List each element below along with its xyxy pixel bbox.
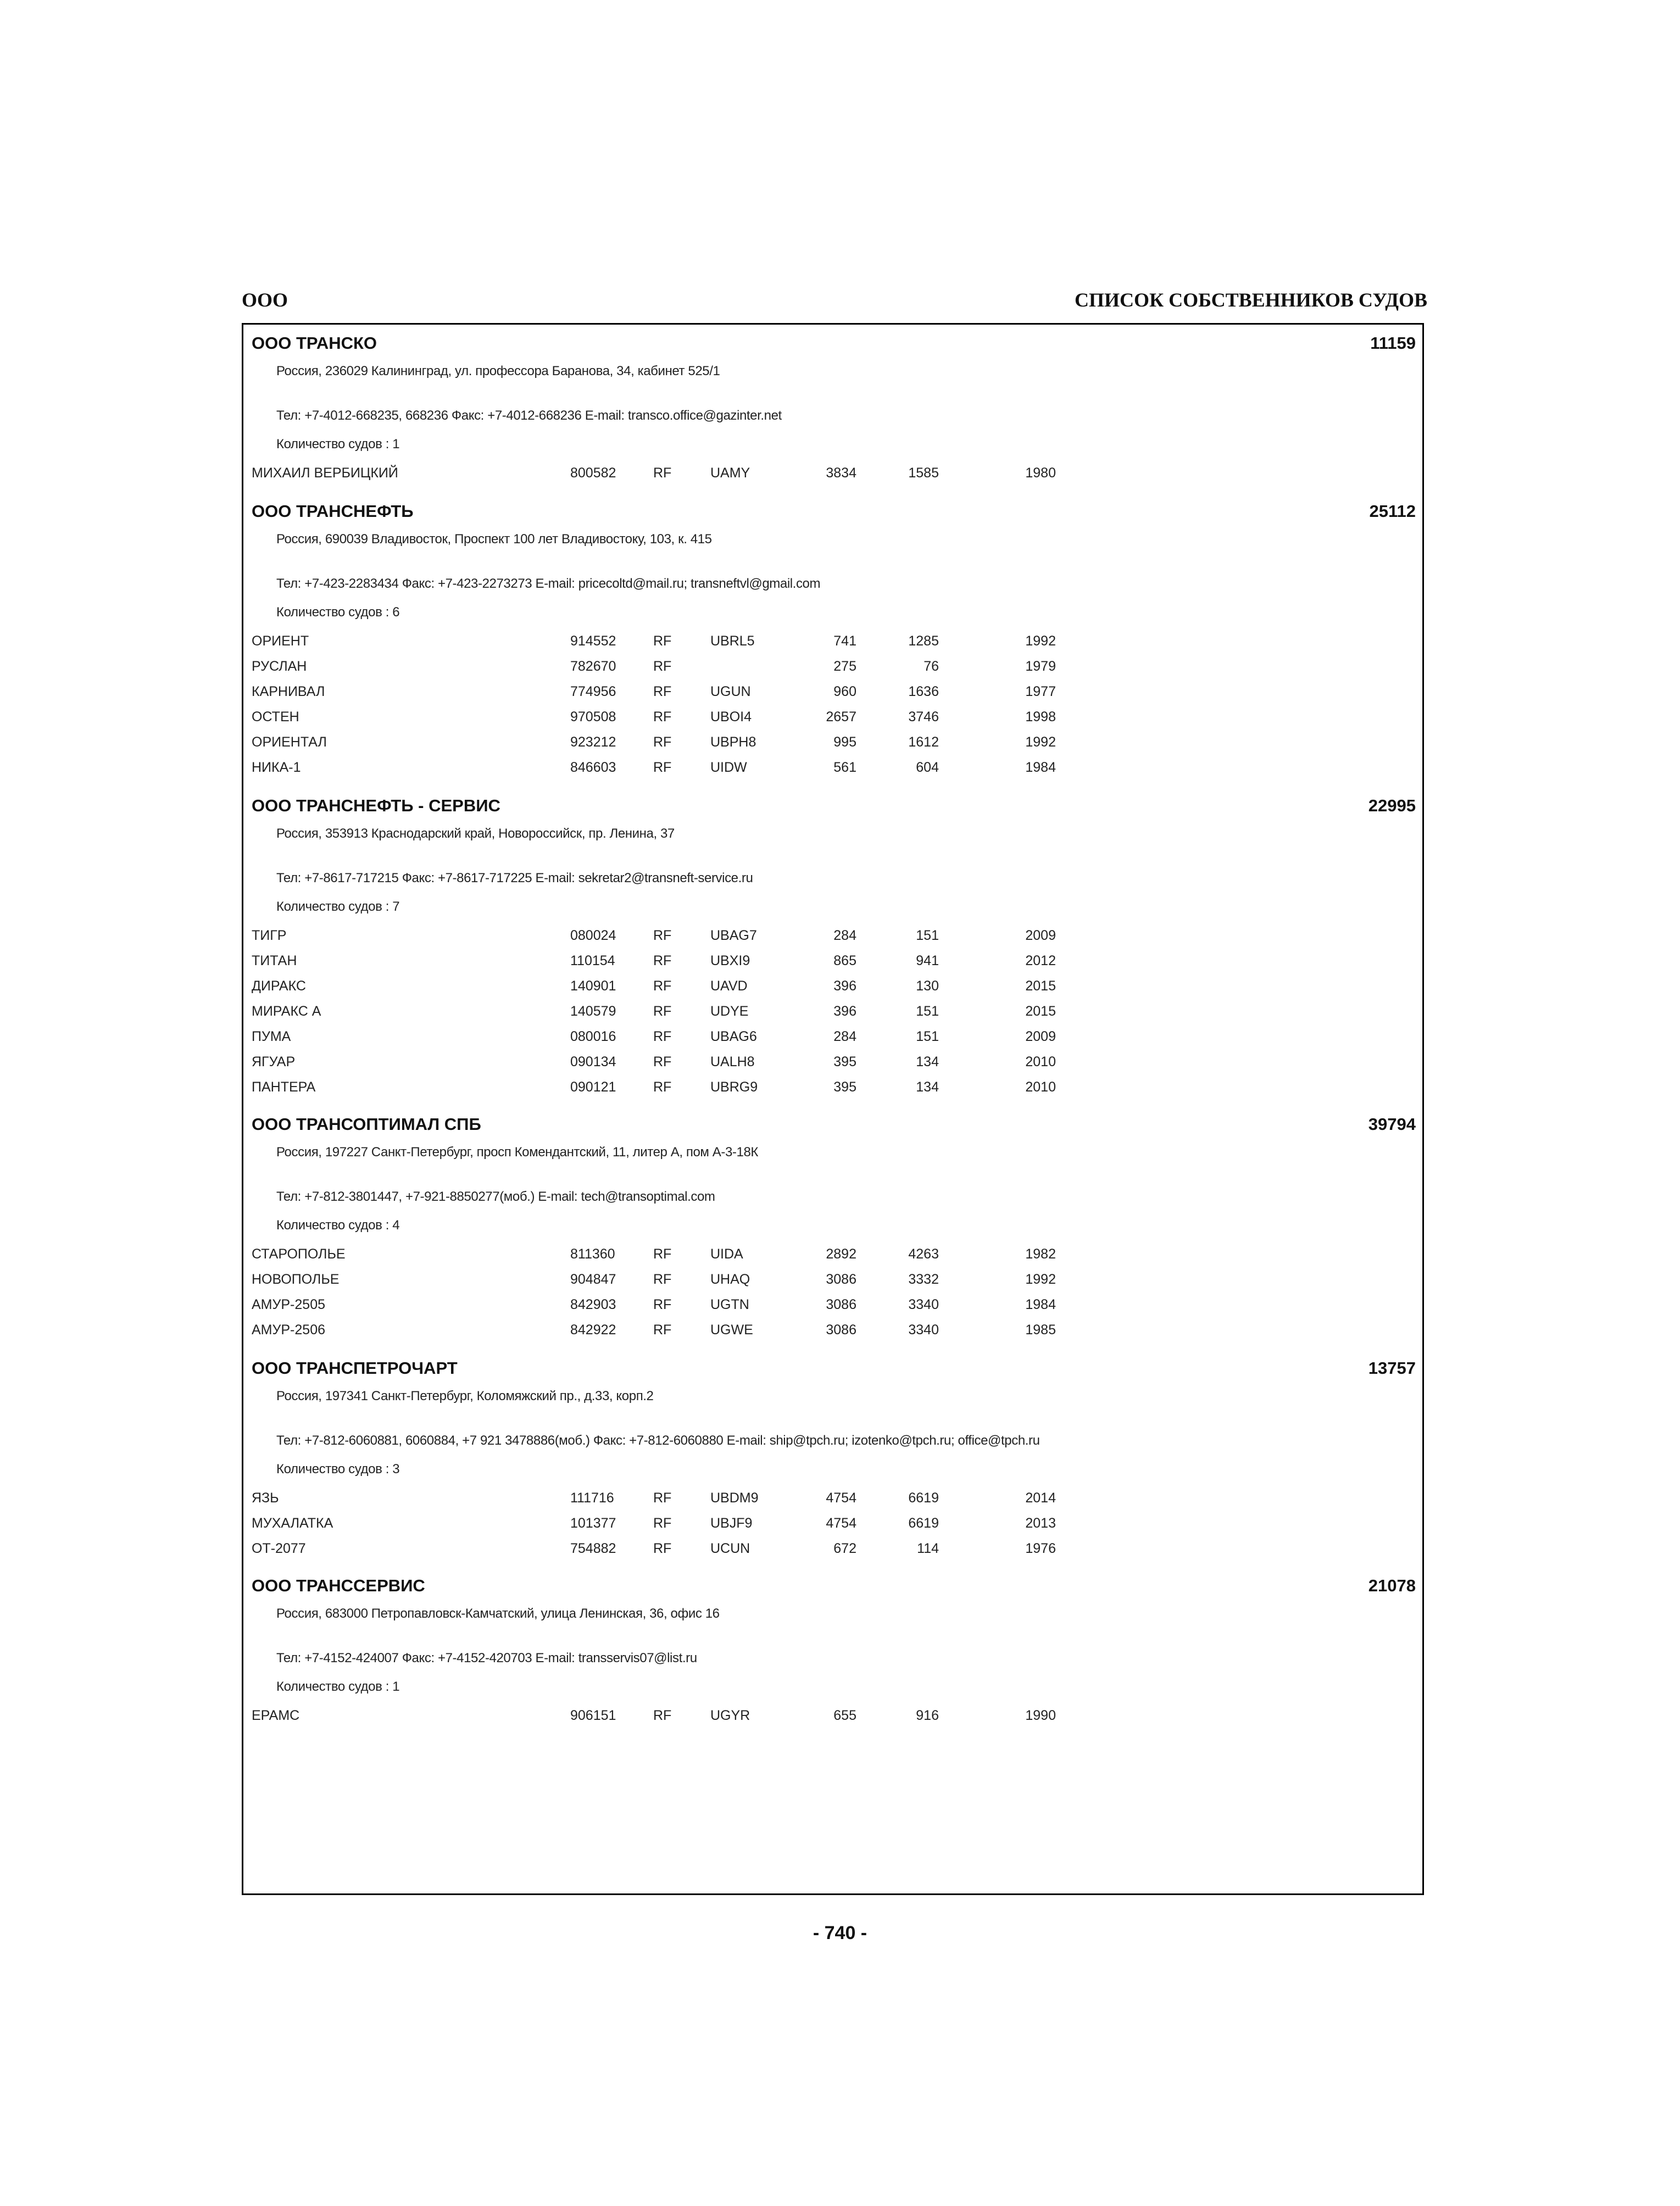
vessel-gross-tonnage: 741 xyxy=(833,633,856,649)
company-address: Россия, 690039 Владивосток, Проспект 100 лет Владивостоку, 103, к. 415 xyxy=(276,532,712,547)
vessel-deadweight: 1636 xyxy=(908,684,939,699)
vessel-name: РУСЛАН xyxy=(252,659,307,674)
vessel-call-sign: UBRG9 xyxy=(710,1079,758,1095)
vessel-row xyxy=(243,465,1422,491)
vessel-call-sign: UBDM9 xyxy=(710,1490,759,1506)
vessel-gross-tonnage: 4754 xyxy=(826,1516,856,1531)
vessel-build-year: 1998 xyxy=(1025,709,1056,725)
vessel-call-sign: UHAQ xyxy=(710,1272,750,1287)
vessel-call-sign: UBXI9 xyxy=(710,953,750,968)
vessel-deadweight: 1585 xyxy=(908,465,939,481)
vessel-call-sign: UBAG7 xyxy=(710,928,757,943)
vessel-build-year: 1977 xyxy=(1025,684,1056,699)
company-contacts: Тел: +7-8617-717215 Факс: +7-8617-717225 E-mail: sekretar2@transneft-service.ru xyxy=(276,871,753,885)
vessel-name: ЕРАМС xyxy=(252,1708,300,1723)
vessel-number: 111716 xyxy=(570,1490,614,1506)
company-name: ООО ТРАНСОПТИМАЛ СПБ xyxy=(252,1115,481,1134)
company-name: ООО ТРАНСНЕФТЬ xyxy=(252,502,414,521)
vessel-number: 846603 xyxy=(570,760,616,775)
vessel-build-year: 1984 xyxy=(1025,1297,1056,1312)
vessel-count: Количество судов : 4 xyxy=(276,1218,400,1233)
vessel-deadweight: 1285 xyxy=(908,633,939,649)
vessel-gross-tonnage: 395 xyxy=(833,1079,856,1095)
vessel-deadweight: 151 xyxy=(916,928,939,943)
company-name: ООО ТРАНССЕРВИС xyxy=(252,1576,425,1595)
company-address: Россия, 197341 Санкт-Петербург, Коломяжский пр., д.33, корп.2 xyxy=(276,1389,654,1403)
vessel-flag: RF xyxy=(653,633,672,649)
vessel-row xyxy=(243,1054,1422,1079)
vessel-count: Количество судов : 1 xyxy=(276,1679,400,1694)
vessel-gross-tonnage: 395 xyxy=(833,1054,856,1069)
vessel-build-year: 1992 xyxy=(1025,1272,1056,1287)
vessel-deadweight: 3746 xyxy=(908,709,939,725)
vessel-row xyxy=(243,1516,1422,1541)
company-code: 22995 xyxy=(1368,796,1416,815)
company-code: 13757 xyxy=(1368,1358,1416,1378)
vessel-build-year: 2013 xyxy=(1025,1516,1056,1531)
vessel-call-sign: UBJF9 xyxy=(710,1516,753,1531)
vessel-gross-tonnage: 284 xyxy=(833,928,856,943)
vessel-deadweight: 604 xyxy=(916,760,939,775)
vessel-build-year: 1982 xyxy=(1025,1246,1056,1262)
vessel-gross-tonnage: 672 xyxy=(833,1541,856,1556)
vessel-name: ПУМА xyxy=(252,1029,291,1044)
vessel-deadweight: 130 xyxy=(916,978,939,994)
vessel-deadweight: 6619 xyxy=(908,1490,939,1506)
vessel-deadweight: 134 xyxy=(916,1054,939,1069)
vessel-deadweight: 941 xyxy=(916,953,939,968)
vessel-row xyxy=(243,1029,1422,1054)
vessel-deadweight: 3332 xyxy=(908,1272,939,1287)
vessel-row xyxy=(243,1490,1422,1516)
running-header-left: ООО xyxy=(242,289,288,311)
vessel-call-sign: UGYR xyxy=(710,1708,750,1723)
vessel-number: 914552 xyxy=(570,633,616,649)
vessel-number: 140579 xyxy=(570,1004,616,1019)
vessel-flag: RF xyxy=(653,1541,672,1556)
vessel-row xyxy=(243,1246,1422,1272)
vessel-gross-tonnage: 275 xyxy=(833,659,856,674)
vessel-gross-tonnage: 960 xyxy=(833,684,856,699)
vessel-number: 754882 xyxy=(570,1541,616,1556)
vessel-call-sign: UAMY xyxy=(710,465,750,481)
vessel-gross-tonnage: 396 xyxy=(833,978,856,994)
vessel-gross-tonnage: 561 xyxy=(833,760,856,775)
vessel-build-year: 1985 xyxy=(1025,1322,1056,1338)
vessel-build-year: 2015 xyxy=(1025,978,1056,994)
vessel-gross-tonnage: 995 xyxy=(833,734,856,750)
vessel-number: 080016 xyxy=(570,1029,616,1044)
vessel-flag: RF xyxy=(653,734,672,750)
vessel-row xyxy=(243,928,1422,953)
vessel-deadweight: 6619 xyxy=(908,1516,939,1531)
vessel-flag: RF xyxy=(653,1490,672,1506)
vessel-flag: RF xyxy=(653,1054,672,1069)
page-number: - 740 - xyxy=(813,1923,867,1943)
vessel-number: 970508 xyxy=(570,709,616,725)
vessel-name: ТИГР xyxy=(252,928,287,943)
vessel-flag: RF xyxy=(653,953,672,968)
vessel-call-sign: UAVD xyxy=(710,978,748,994)
vessel-flag: RF xyxy=(653,1322,672,1338)
company-code: 25112 xyxy=(1369,502,1416,521)
vessel-flag: RF xyxy=(653,1079,672,1095)
vessel-gross-tonnage: 284 xyxy=(833,1029,856,1044)
company-code: 21078 xyxy=(1368,1576,1416,1595)
vessel-call-sign: UALH8 xyxy=(710,1054,755,1069)
vessel-name: ОРИЕНТАЛ xyxy=(252,734,327,750)
vessel-flag: RF xyxy=(653,1297,672,1312)
vessel-name: ЯЗЬ xyxy=(252,1490,279,1506)
vessel-build-year: 2014 xyxy=(1025,1490,1056,1506)
vessel-row xyxy=(243,1297,1422,1322)
company-code: 11159 xyxy=(1370,333,1416,353)
vessel-name: КАРНИВАЛ xyxy=(252,684,325,699)
vessel-number: 842903 xyxy=(570,1297,616,1312)
vessel-name: АМУР-2506 xyxy=(252,1322,325,1338)
vessel-flag: RF xyxy=(653,684,672,699)
vessel-name: МИХАИЛ ВЕРБИЦКИЙ xyxy=(252,465,398,481)
vessel-gross-tonnage: 655 xyxy=(833,1708,856,1723)
vessel-build-year: 2010 xyxy=(1025,1054,1056,1069)
vessel-row xyxy=(243,709,1422,734)
vessel-call-sign: UCUN xyxy=(710,1541,750,1556)
vessel-row xyxy=(243,1322,1422,1347)
vessel-row xyxy=(243,978,1422,1004)
vessel-number: 101377 xyxy=(570,1516,616,1531)
company-code: 39794 xyxy=(1368,1115,1416,1134)
vessel-flag: RF xyxy=(653,1708,672,1723)
vessel-build-year: 1976 xyxy=(1025,1541,1056,1556)
vessel-build-year: 2009 xyxy=(1025,928,1056,943)
vessel-build-year: 2015 xyxy=(1025,1004,1056,1019)
vessel-number: 140901 xyxy=(570,978,616,994)
vessel-call-sign: UBRL5 xyxy=(710,633,755,649)
vessel-call-sign: UGTN xyxy=(710,1297,749,1312)
vessel-name: ПАНТЕРА xyxy=(252,1079,316,1095)
company-name: ООО ТРАНСНЕФТЬ - СЕРВИС xyxy=(252,796,500,815)
vessel-call-sign: UDYE xyxy=(710,1004,749,1019)
vessel-row xyxy=(243,633,1422,659)
vessel-gross-tonnage: 865 xyxy=(833,953,856,968)
vessel-deadweight: 1612 xyxy=(908,734,939,750)
company-address: Россия, 236029 Калининград, ул. профессора Баранова, 34, кабинет 525/1 xyxy=(276,364,720,378)
vessel-number: 923212 xyxy=(570,734,616,750)
vessel-build-year: 1992 xyxy=(1025,734,1056,750)
vessel-flag: RF xyxy=(653,1029,672,1044)
vessel-gross-tonnage: 3086 xyxy=(826,1322,856,1338)
company-address: Россия, 683000 Петропавловск-Камчатский, улица Ленинская, 36, офис 16 xyxy=(276,1606,720,1621)
vessel-number: 090121 xyxy=(570,1079,616,1095)
vessel-count: Количество судов : 6 xyxy=(276,605,400,620)
vessel-name: АМУР-2505 xyxy=(252,1297,325,1312)
vessel-name: ДИРАКС xyxy=(252,978,306,994)
vessel-build-year: 2012 xyxy=(1025,953,1056,968)
vessel-name: ОТ-2077 xyxy=(252,1541,306,1556)
vessel-deadweight: 3340 xyxy=(908,1297,939,1312)
vessel-build-year: 2009 xyxy=(1025,1029,1056,1044)
vessel-flag: RF xyxy=(653,928,672,943)
vessel-row xyxy=(243,1708,1422,1733)
vessel-gross-tonnage: 396 xyxy=(833,1004,856,1019)
vessel-call-sign: UIDW xyxy=(710,760,747,775)
vessel-deadweight: 4263 xyxy=(908,1246,939,1262)
vessel-number: 110154 xyxy=(570,953,615,968)
owners-list-frame xyxy=(242,323,1424,1895)
vessel-call-sign: UGUN xyxy=(710,684,751,699)
vessel-row xyxy=(243,1541,1422,1566)
vessel-flag: RF xyxy=(653,1272,672,1287)
vessel-flag: RF xyxy=(653,978,672,994)
vessel-call-sign: UBOI4 xyxy=(710,709,752,725)
company-address: Россия, 353913 Краснодарский край, Новороссийск, пр. Ленина, 37 xyxy=(276,826,675,841)
vessel-deadweight: 76 xyxy=(924,659,939,674)
vessel-name: ЯГУАР xyxy=(252,1054,296,1069)
company-contacts: Тел: +7-4012-668235, 668236 Факс: +7-4012-668236 E-mail: transco.office@gazinter.net xyxy=(276,408,782,423)
vessel-build-year: 1992 xyxy=(1025,633,1056,649)
vessel-build-year: 2010 xyxy=(1025,1079,1056,1095)
vessel-build-year: 1980 xyxy=(1025,465,1056,481)
vessel-gross-tonnage: 2892 xyxy=(826,1246,856,1262)
vessel-row xyxy=(243,1079,1422,1105)
vessel-call-sign: UBPH8 xyxy=(710,734,756,750)
vessel-gross-tonnage: 4754 xyxy=(826,1490,856,1506)
vessel-name: ТИТАН xyxy=(252,953,297,968)
vessel-number: 904847 xyxy=(570,1272,616,1287)
vessel-gross-tonnage: 3086 xyxy=(826,1272,856,1287)
vessel-name: НИКА-1 xyxy=(252,760,301,775)
company-contacts: Тел: +7-4152-424007 Факс: +7-4152-420703 E-mail: transservis07@list.ru xyxy=(276,1651,697,1665)
vessel-flag: RF xyxy=(653,1004,672,1019)
vessel-number: 782670 xyxy=(570,659,616,674)
vessel-number: 080024 xyxy=(570,928,616,943)
vessel-row xyxy=(243,760,1422,785)
vessel-call-sign: UBAG6 xyxy=(710,1029,757,1044)
vessel-row xyxy=(243,734,1422,760)
vessel-count: Количество судов : 3 xyxy=(276,1462,400,1477)
vessel-flag: RF xyxy=(653,1246,672,1262)
vessel-name: ОСТЕН xyxy=(252,709,299,725)
vessel-number: 800582 xyxy=(570,465,616,481)
vessel-number: 090134 xyxy=(570,1054,616,1069)
vessel-name: МУХАЛАТКА xyxy=(252,1516,333,1531)
vessel-row xyxy=(243,1272,1422,1297)
company-contacts: Тел: +7-812-3801447, +7-921-8850277(моб.) E-mail: tech@transoptimal.com xyxy=(276,1189,715,1204)
vessel-deadweight: 114 xyxy=(917,1541,939,1556)
vessel-flag: RF xyxy=(653,760,672,775)
vessel-name: МИРАКС А xyxy=(252,1004,321,1019)
vessel-count: Количество судов : 7 xyxy=(276,899,400,914)
vessel-row xyxy=(243,659,1422,684)
vessel-build-year: 1990 xyxy=(1025,1708,1056,1723)
vessel-deadweight: 916 xyxy=(916,1708,939,1723)
vessel-deadweight: 151 xyxy=(916,1004,939,1019)
vessel-row xyxy=(243,684,1422,709)
vessel-gross-tonnage: 3834 xyxy=(826,465,856,481)
vessel-number: 906151 xyxy=(570,1708,616,1723)
vessel-build-year: 1979 xyxy=(1025,659,1056,674)
vessel-name: ОРИЕНТ xyxy=(252,633,309,649)
vessel-number: 811360 xyxy=(570,1246,615,1262)
vessel-flag: RF xyxy=(653,465,672,481)
company-address: Россия, 197227 Санкт-Петербург, просп Комендантский, 11, литер А, пом А-3-18К xyxy=(276,1145,759,1160)
vessel-call-sign: UGWE xyxy=(710,1322,753,1338)
vessel-deadweight: 151 xyxy=(916,1029,939,1044)
vessel-number: 842922 xyxy=(570,1322,616,1338)
vessel-row xyxy=(243,1004,1422,1029)
vessel-build-year: 1984 xyxy=(1025,760,1056,775)
company-contacts: Тел: +7-423-2283434 Факс: +7-423-2273273 E-mail: pricecoltd@mail.ru; transneftvl@gmail.com xyxy=(276,576,821,591)
vessel-deadweight: 134 xyxy=(916,1079,939,1095)
vessel-call-sign: UIDA xyxy=(710,1246,743,1262)
vessel-flag: RF xyxy=(653,659,672,674)
vessel-name: НОВОПОЛЬЕ xyxy=(252,1272,340,1287)
running-header-title: СПИСОК СОБСТВЕННИКОВ СУДОВ xyxy=(1074,289,1427,311)
company-name: ООО ТРАНСПЕТРОЧАРТ xyxy=(252,1358,458,1378)
vessel-gross-tonnage: 3086 xyxy=(826,1297,856,1312)
vessel-deadweight: 3340 xyxy=(908,1322,939,1338)
vessel-flag: RF xyxy=(653,709,672,725)
vessel-name: СТАРОПОЛЬЕ xyxy=(252,1246,346,1262)
vessel-number: 774956 xyxy=(570,684,616,699)
vessel-flag: RF xyxy=(653,1516,672,1531)
company-name: ООО ТРАНСКО xyxy=(252,333,377,353)
vessel-gross-tonnage: 2657 xyxy=(826,709,856,725)
vessel-count: Количество судов : 1 xyxy=(276,437,400,452)
vessel-row xyxy=(243,953,1422,978)
company-contacts: Тел: +7-812-6060881, 6060884, +7 921 3478886(моб.) Факс: +7-812-6060880 E-mail: ship@tpch.ru; izotenko@tpch.ru; office@tpch.ru xyxy=(276,1433,1040,1448)
